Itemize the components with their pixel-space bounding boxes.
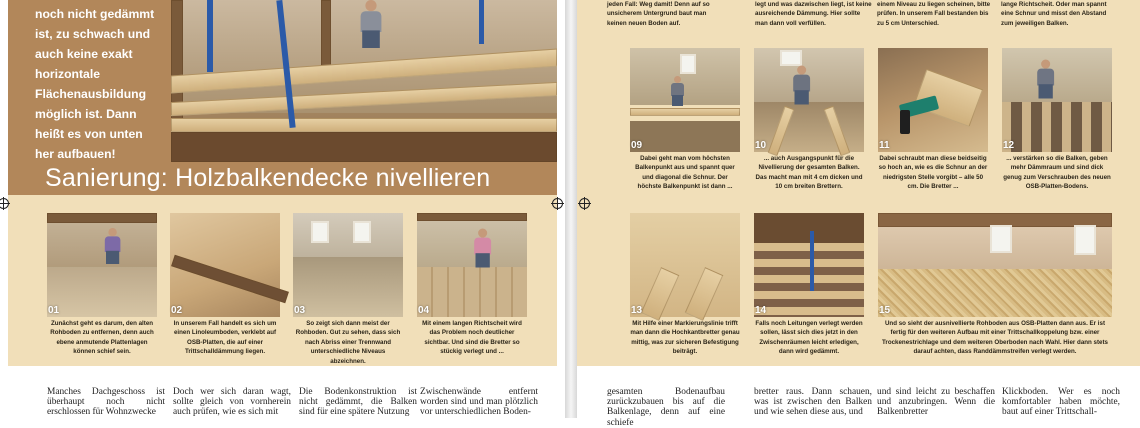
step-caption: ... auch Ausgangspunkt für die Nivellierung der gesamten Balken. Das macht man mit 4 cm dicken und 10 cm breiten Brettern. (755, 155, 863, 191)
page-gutter (565, 0, 577, 418)
step-number: 04 (418, 305, 430, 316)
body-column-4: Zwischenwände entfernt worden sind und man plötzlich vor unterschiedlichen Boden- (420, 387, 538, 418)
step-caption: Mit Hilfe einer Markierungslinie trifft man dann die Hochkantbretter genau mittig, was zur sicheren Befestigung beiträgt. (630, 320, 740, 356)
step-photo (417, 213, 527, 317)
body-column-3: Die Bodenkonstruktion ist nicht gedämmt, die Balken sind für eine spätere Nutzung (299, 387, 417, 418)
left-page (0, 0, 565, 418)
step-tile-02 (170, 213, 280, 357)
step-tile-14 (754, 213, 864, 357)
step-number: 10 (755, 140, 767, 151)
step-tile-15 (878, 213, 1112, 357)
step-number: 02 (171, 305, 183, 316)
continued-caption-06: legt und was dazwischen liegt, ist keine ausreichende Dämmung. Hier sollte man dann voll verfüllen. (755, 1, 872, 27)
step-caption: Dabei geht man vom höchsten Balkenpunkt aus und spannt quer und diagonal die Schnur. Der höchste Balkenpunkt ist dann ... (635, 155, 735, 191)
continued-caption-08: lange Richtscheit. Oder man spannt eine Schnur und misst den Abstand zum jeweiligen Balken. (1001, 1, 1107, 27)
right-page (577, 0, 1140, 428)
body-column-3: und sind leicht zu beschaffen und anzubringen. Wenn die Balkenbretter (877, 387, 995, 418)
registration-mark (552, 198, 563, 209)
step-number: 15 (879, 305, 891, 316)
step-photo (47, 213, 157, 317)
intro-text: noch nicht gedämmt ist, zu schwach und auch keine exakt horizontale Flächenausbildung möglich ist. Dann heißt es von unten her aufbauen! (35, 7, 155, 161)
body-column-2: Doch wer sich daran wagt, sollte gleich von vornherein auch prüfen, wie es sich mit (173, 387, 291, 418)
step-photo (878, 48, 988, 152)
step-number: 03 (294, 305, 306, 316)
body-column-4: Klickboden. Wer es noch komfortabler haben möchte, baut auf einer Trittschall- (1002, 387, 1120, 418)
step-caption: Mit einem langen Richtscheit wird das Problem noch deutlicher sichtbar. Und sind die Bretter so stückig verlegt und ... (422, 320, 522, 356)
step-number: 09 (631, 140, 643, 151)
step-tile-04 (417, 213, 527, 357)
registration-mark (579, 198, 590, 209)
hero-photo (171, 0, 557, 162)
step-photo (754, 213, 864, 317)
step-tile-11 (878, 48, 988, 192)
step-caption: Dabei schraubt man diese beidseitig so hoch an, wie es die Schnur an der niedrigsten Stelle vorgibt – alle 50 cm. Die Bretter ... (878, 155, 988, 191)
step-number: 13 (631, 305, 643, 316)
step-caption: Und so sieht der ausnivellierte Rohboden aus OSB-Platten dann aus. Er ist fertig für den weiteren Aufbau mit einer Trittschallkoppelung bzw. einer Trockenestrichlage und dem weiteren Oberboden nach Wahl. Hier dann stets darauf achten, dass Randdämmstreifen verlegt werden. (881, 320, 1108, 356)
step-number: 01 (48, 305, 60, 316)
step-tile-09 (630, 48, 740, 192)
step-tile-13 (630, 213, 740, 357)
intro-text-box (8, 0, 171, 162)
step-caption: ... verstärken so die Balken, geben mehr Dämmraum und sind dick genug zum Verschrauben des neuen OSB-Platten-Bodens. (1003, 155, 1111, 191)
step-tile-12 (1002, 48, 1112, 192)
step-photo (754, 48, 864, 152)
step-caption: Zunächst geht es darum, den alten Rohboden zu entfernen, denn auch ebene anmutende Plattenlagen können schief sein. (50, 320, 154, 356)
continued-caption-05: jeden Fall: Weg damit! Denn auf so unsicherem Untergrund baut man keinen neuen Boden auf. (607, 1, 710, 27)
section-title-band (8, 162, 557, 195)
step-number: 12 (1003, 140, 1015, 151)
section-title: Sanierung: Holzbalkendecke nivellieren (45, 164, 491, 192)
body-column-2: bretter raus. Dann schauen, was ist zwischen den Balken und wie sehen diese aus, und (754, 387, 872, 418)
step-tile-03 (293, 213, 403, 366)
body-column-1: gesamten Bodenaufbau zurückzubauen bis auf die Balkenlage, denn auf eine schiefe (607, 387, 725, 428)
body-column-1: Manches Dachgeschoss ist überhaupt noch nicht erschlossen für Wohnzwecke (47, 387, 165, 418)
step-number: 14 (755, 305, 767, 316)
step-photo (1002, 48, 1112, 152)
step-photo (630, 48, 740, 152)
step-tile-10 (754, 48, 864, 192)
step-caption: So zeigt sich dann meist der Rohboden. Gut zu sehen, dass sich nach Abriss einer Trennwand unterschiedliche Niveaus abzeichnen. (295, 320, 401, 365)
step-caption: In unserem Fall handelt es sich um einen Linoleumboden, verklebt auf OSB-Platten, die auf einer Trittschalldämmung liegen. (173, 320, 277, 356)
step-number: 11 (879, 140, 890, 151)
step-photo (170, 213, 280, 317)
step-photo (630, 213, 740, 317)
step-photo (878, 213, 1112, 317)
step-caption: Falls noch Leitungen verlegt werden sollen, lässt sich dies jetzt in den Zwischenräumen leicht erledigen, dann wird gedämmt. (755, 320, 863, 356)
continued-caption-07: einem Niveau zu liegen scheinen, bitte prüfen. In unserem Fall bestanden bis zu 5 cm Unterschied. (877, 1, 991, 27)
step-tile-01 (47, 213, 157, 357)
step-photo (293, 213, 403, 317)
